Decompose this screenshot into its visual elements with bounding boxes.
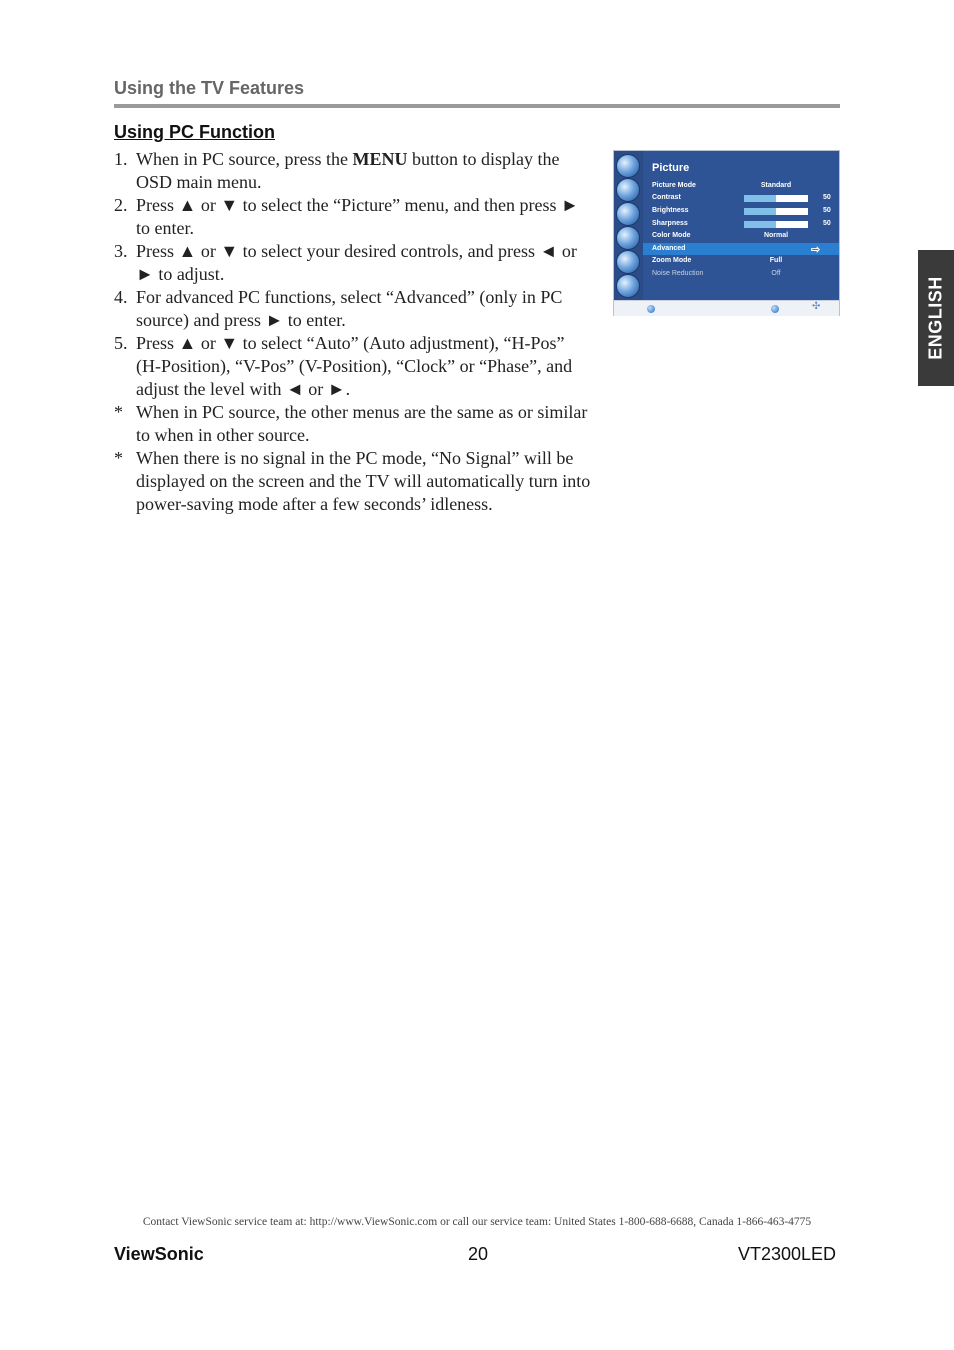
osd-sidebar	[614, 151, 643, 300]
list-item	[114, 332, 594, 401]
note-marker: *	[114, 448, 123, 468]
audio-icon	[617, 179, 639, 201]
note-marker: *	[114, 402, 123, 422]
header-rule	[114, 104, 840, 108]
osd-row-advanced	[643, 243, 839, 255]
language-label: ENGLISH	[925, 276, 946, 360]
picture-icon	[617, 155, 639, 177]
osd-row-sharpness	[643, 218, 839, 230]
brand-name: ViewSonic	[114, 1244, 204, 1264]
language-tab	[918, 250, 954, 386]
list-item	[114, 240, 594, 286]
menu-keyword: MENU	[352, 149, 408, 169]
instruction-list	[114, 148, 594, 516]
setup-icon	[617, 203, 639, 225]
slider-fill	[744, 221, 776, 228]
osd-row-picture-mode	[643, 180, 839, 192]
list-item	[114, 447, 594, 516]
osd-row-contrast	[643, 192, 839, 204]
step-text: Press ▲ or ▼ to select your desired controls, and press ◄ or ► to adjust.	[136, 241, 577, 284]
osd-row-number: 50	[823, 194, 831, 201]
list-item	[114, 194, 594, 240]
osd-row-label: Contrast	[652, 194, 681, 201]
osd-row-number: 50	[823, 207, 831, 214]
osd-row-label: Picture Mode	[652, 182, 696, 189]
step-text: Press ▲ or ▼ to select “Auto” (Auto adjustment), “H-Pos” (H-Position), “V-Pos” (V-Position), “Clock” or “Phase”, and adjust the level with ◄ or ►.	[136, 333, 573, 399]
osd-row-color-mode	[643, 230, 839, 242]
contact-info: Contact ViewSonic service team at: http://www.ViewSonic.com or call our service team: United States 1-800-688-6688, Canada 1-866-463-4775	[142, 1216, 812, 1228]
list-item	[114, 148, 594, 194]
exit-key-icon	[771, 305, 779, 313]
step-text: When in PC source, the other menus are the same as or similar to when in other source.	[136, 402, 588, 445]
model-name: VT2300LED	[737, 1244, 836, 1264]
enter-arrow-icon: ⇨	[811, 244, 821, 256]
step-number: 4.	[114, 287, 128, 307]
tools-icon	[617, 275, 639, 297]
step-number: 1.	[114, 149, 128, 169]
osd-row-label: Color Mode	[652, 232, 691, 239]
step-number: 5.	[114, 333, 128, 353]
list-item	[114, 401, 594, 447]
osd-title: Picture	[652, 162, 690, 174]
sharpness-slider	[744, 221, 808, 228]
slider-fill	[744, 195, 776, 202]
brightness-slider	[744, 208, 808, 215]
page-number: 20	[467, 1244, 489, 1264]
osd-row-number: 50	[823, 220, 831, 227]
step-number: 2.	[114, 195, 128, 215]
lock-icon	[617, 251, 639, 273]
osd-row-noise-reduction	[643, 268, 839, 280]
osd-row-label: Brightness	[652, 207, 689, 214]
step-text: When in PC source, press the	[136, 149, 353, 169]
osd-row-zoom-mode	[643, 255, 839, 267]
step-text: button to display the OSD main menu.	[136, 149, 560, 192]
osd-row-label: Zoom Mode	[652, 257, 692, 264]
osd-row-label: Advanced	[652, 245, 686, 252]
subsection-title: Using PC Function	[114, 122, 275, 142]
step-text: For advanced PC functions, select “Advanced” (only in PC source) and press ► to enter.	[136, 287, 563, 330]
select-key-icon	[647, 305, 655, 313]
move-icon: ✣	[812, 301, 821, 312]
osd-row-label: Sharpness	[652, 220, 688, 227]
step-text: When there is no signal in the PC mode, “No Signal” will be displayed on the screen and the TV will automatically turn into power-saving mode after a few seconds’ idleness.	[136, 448, 591, 514]
osd-row-value: Standard	[760, 182, 792, 189]
osd-row-value: Off	[771, 270, 781, 277]
slider-fill	[744, 208, 776, 215]
osd-row-value: Full	[769, 257, 783, 264]
osd-panel	[643, 151, 839, 300]
osd-row-label: Noise Reduction	[652, 270, 704, 277]
osd-row-value: Normal	[763, 232, 789, 239]
osd-row-brightness	[643, 205, 839, 217]
step-number: 3.	[114, 241, 128, 261]
options-icon	[617, 227, 639, 249]
contrast-slider	[744, 195, 808, 202]
osd-footer	[614, 300, 839, 316]
list-item	[114, 286, 594, 332]
osd-menu-screenshot	[613, 150, 840, 316]
step-text: Press ▲ or ▼ to select the “Picture” menu, and then press ► to enter.	[136, 195, 579, 238]
section-title: Using the TV Features	[114, 78, 305, 98]
